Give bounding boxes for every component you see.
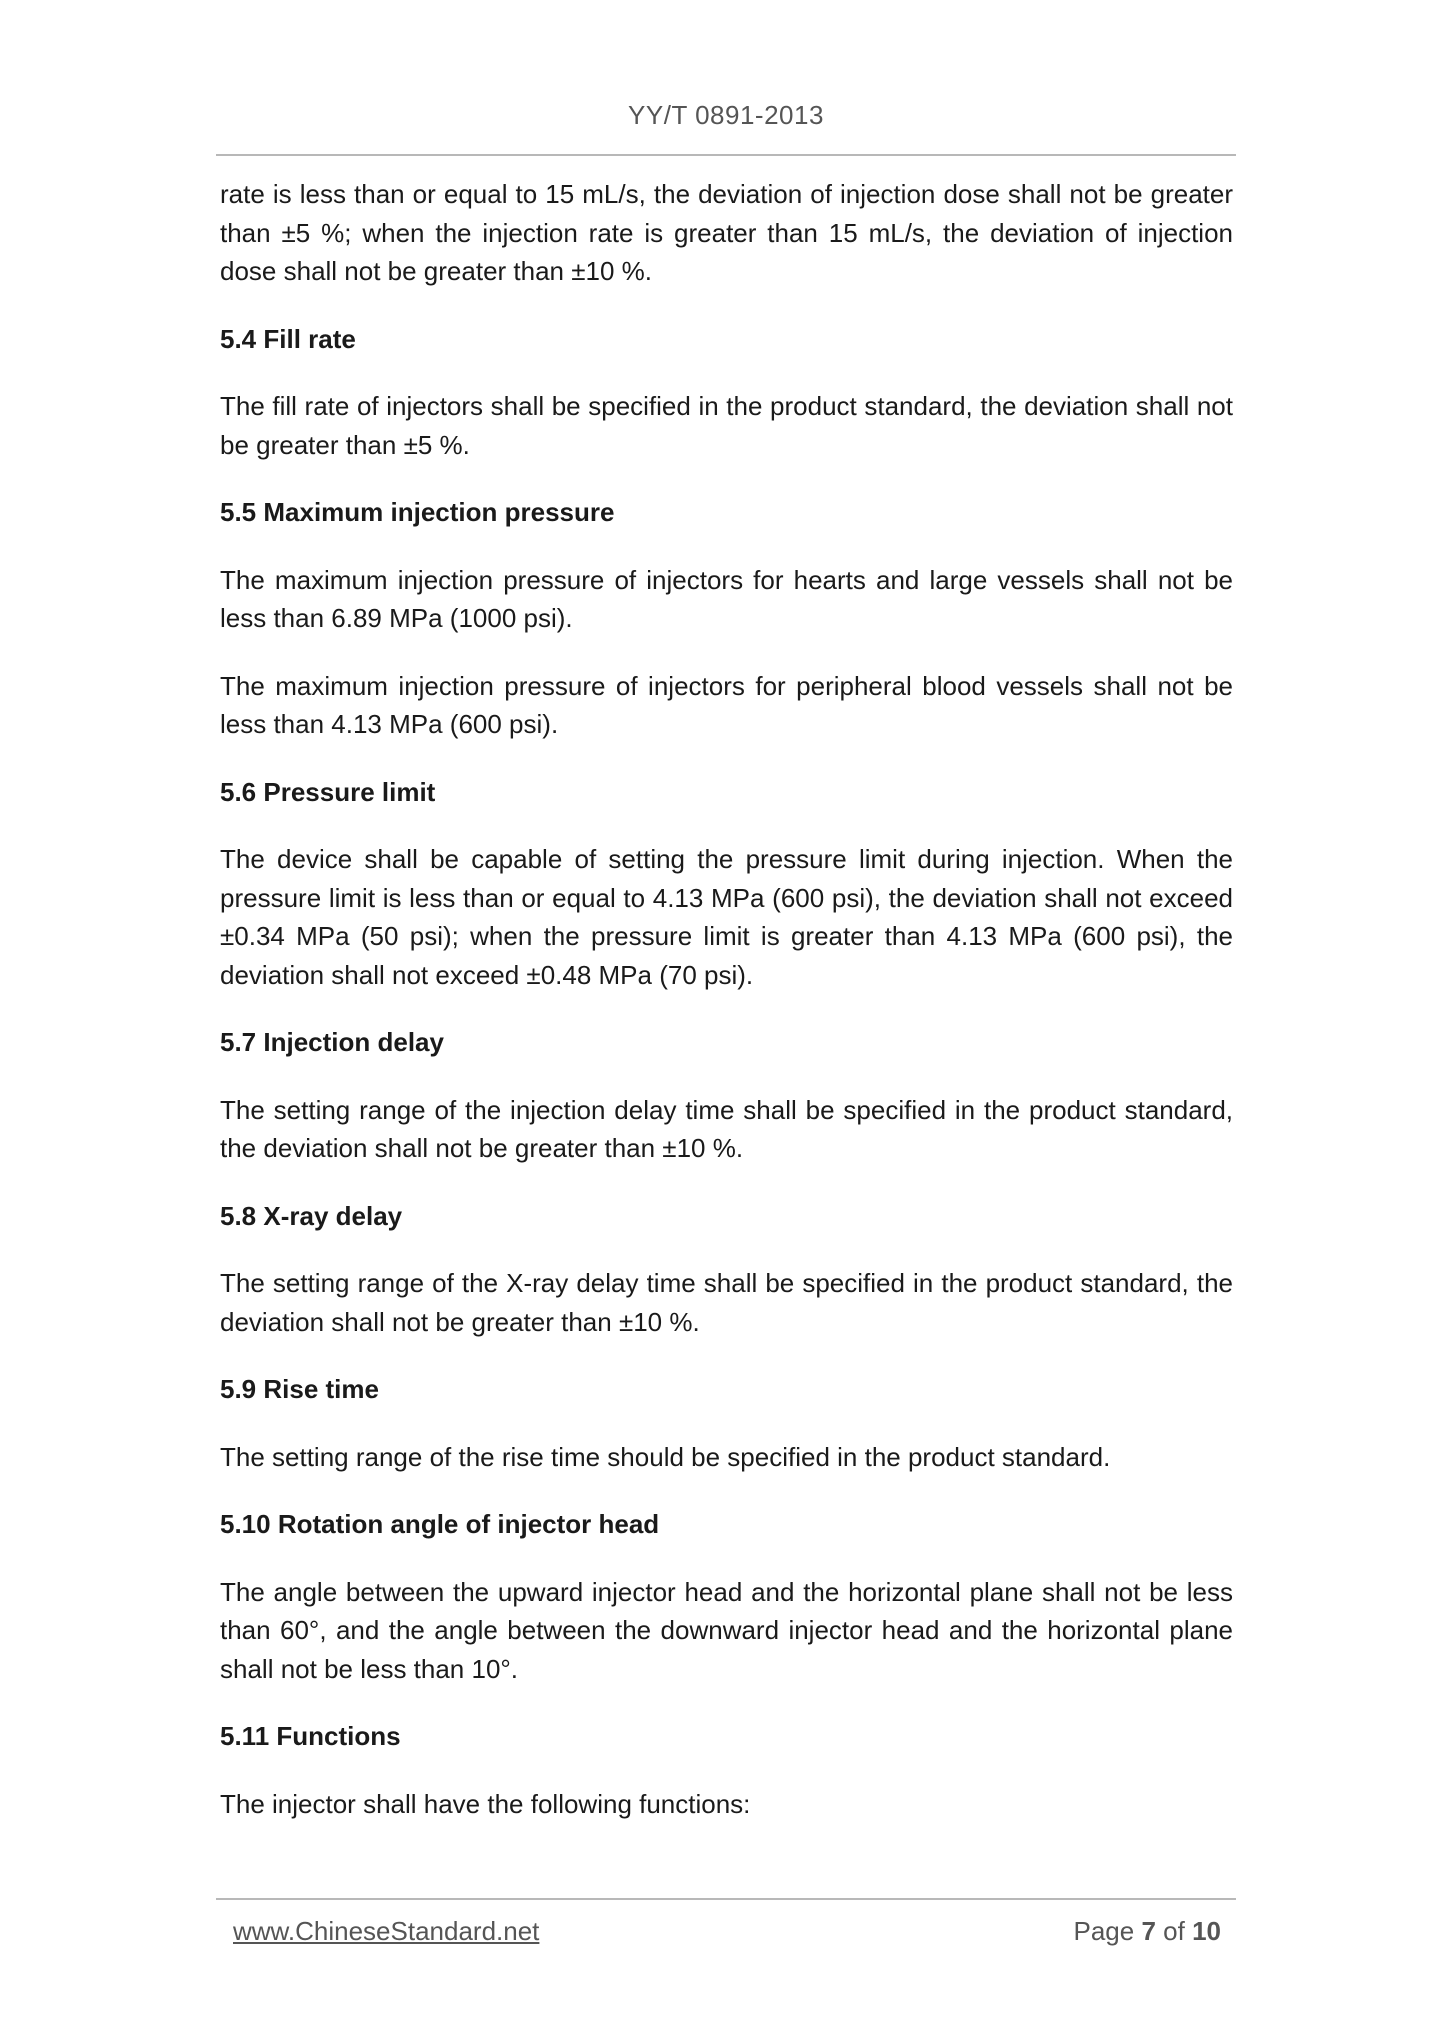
- section-5-9-heading: 5.9 Rise time: [220, 1374, 379, 1404]
- section-5-7-heading: 5.7 Injection delay: [220, 1027, 444, 1057]
- footer-divider: [216, 1898, 1236, 1900]
- section-5-6-heading: 5.6 Pressure limit: [220, 776, 436, 807]
- website-link[interactable]: www.ChineseStandard.net: [233, 1916, 540, 1946]
- document-body: [220, 175, 1233, 1852]
- section-5-5-heading: 5.5 Maximum injection pressure: [220, 497, 615, 527]
- section-5-9-paragraph: The setting range of the rise time should be specified in the product standard.: [220, 1441, 1111, 1472]
- section-5-7-paragraph: The setting range of the injection delay time shall be specified in the product standard, the deviation shall not be greater than ±10 %.: [220, 1094, 1233, 1163]
- page-prefix: Page: [1073, 1916, 1135, 1946]
- intro-paragraph: rate is less than or equal to 15 mL/s, the deviation of injection dose shall not be greater than ±5 %; when the injection rate is greater than 15 mL/s, the deviation of injection dose shall not be greater than ±10 %.: [220, 179, 1233, 286]
- section-5-5-paragraph-2: The maximum injection pressure of injectors for peripheral blood vessels shall not be less than 4.13 MPa (600 psi).: [220, 670, 1233, 739]
- document-header-id: YY/T 0891-2013: [628, 100, 824, 130]
- page-current: 7: [1141, 1916, 1156, 1946]
- section-5-11-heading: 5.11 Functions: [220, 1721, 401, 1751]
- section-5-4-heading: 5.4 Fill rate: [220, 323, 356, 354]
- header-divider: [216, 154, 1236, 156]
- section-5-4-paragraph: The fill rate of injectors shall be specified in the product standard, the deviation shall not be greater than ±5 %.: [220, 391, 1233, 460]
- section-5-6-paragraph: The device shall be capable of setting the pressure limit during injection. When the pressure limit is less than or equal to 4.13 MPa (600 psi), the deviation shall not exceed ±0.34 MPa (50 psi); when the pressure limit is greater than 4.13 MPa (600 psi), the deviation shall not exceed ±0.48 MPa (70 psi).: [220, 844, 1233, 990]
- page-total: 10: [1192, 1916, 1221, 1946]
- section-5-8-heading: 5.8 X-ray delay: [220, 1200, 403, 1231]
- section-5-11-paragraph: The injector shall have the following functions:: [220, 1788, 751, 1819]
- page-indicator: [1073, 1916, 1221, 1947]
- section-5-8-paragraph: The setting range of the X-ray delay time shall be specified in the product standard, the deviation shall not be greater than ±10 %.: [220, 1268, 1233, 1337]
- section-5-10-heading: 5.10 Rotation angle of injector head: [220, 1509, 660, 1539]
- section-5-10-paragraph: The angle between the upward injector head and the horizontal plane shall not be less than 60°, and the angle between the downward injector head and the horizontal plane shall not be less than 10°.: [220, 1576, 1233, 1684]
- page-of: of: [1163, 1916, 1185, 1946]
- section-5-5-paragraph-1: The maximum injection pressure of injectors for hearts and large vessels shall not be less than 6.89 MPa (1000 psi).: [220, 564, 1233, 633]
